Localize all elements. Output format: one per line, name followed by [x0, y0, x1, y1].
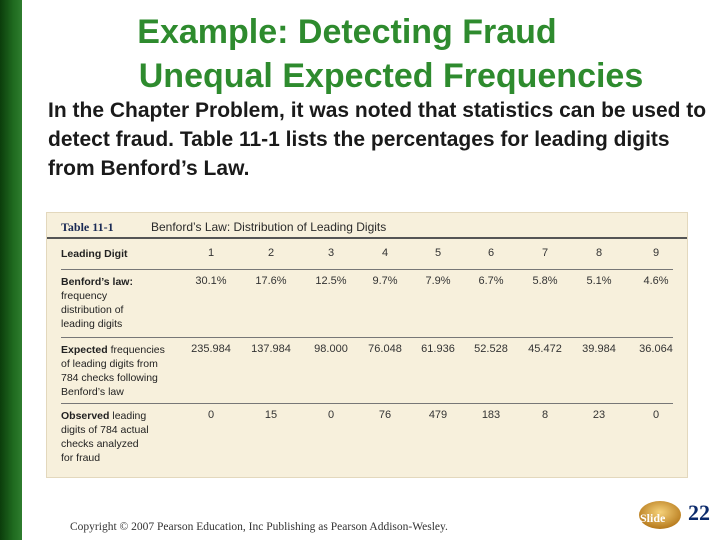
table-cell: 137.984: [251, 343, 291, 355]
slide-number: 22: [688, 500, 710, 525]
table-cell: 479: [428, 409, 448, 421]
table-cell: 183: [481, 409, 501, 421]
table-cell: 5.1%: [586, 275, 612, 287]
table-number: Table 11-1: [61, 220, 114, 234]
row-label-inline: leading: [109, 410, 147, 422]
row-label-line: checks analyzed: [61, 438, 139, 450]
slide-label: Slide: [640, 511, 666, 525]
table-cell: 0: [207, 409, 215, 421]
row-label-bold: Expected: [61, 344, 108, 356]
table-cell: 15: [264, 409, 278, 421]
title-line-1: Example: Detecting Fraud: [137, 13, 557, 51]
table-cell: 0: [652, 409, 660, 421]
row-label-line: of leading digits from: [61, 358, 158, 370]
row-label: [61, 343, 165, 399]
row-label-line: digits of 784 actual: [61, 424, 149, 436]
table-cell: 1: [207, 247, 215, 259]
row-label-line: for fraud: [61, 452, 101, 464]
table-cell: 4: [381, 247, 389, 259]
table-cell: 76.048: [368, 343, 402, 355]
slide-title: [22, 10, 720, 98]
table-cell: 5: [434, 247, 442, 259]
table-cell: 76: [378, 409, 392, 421]
table-cell: 12.5%: [315, 275, 347, 287]
row-label: [61, 275, 133, 331]
table-cell: 17.6%: [255, 275, 287, 287]
table-cell: 235.984: [191, 343, 231, 355]
table-cell: 3: [327, 247, 335, 259]
table-cell: 23: [592, 409, 606, 421]
copyright-footer: Copyright © 2007 Pearson Education, Inc Publishing as Pearson Addison-Wesley.: [70, 521, 448, 533]
table-cell: 2: [267, 247, 275, 259]
row-label-inline: frequencies: [107, 344, 165, 356]
intro-paragraph: In the Chapter Problem, it was noted that statistics can be used to detect fraud. Table 11-1 lists the percentages for leading digits from Benford’s Law.: [48, 99, 707, 180]
row-label: [61, 247, 128, 261]
benford-table: [46, 212, 688, 478]
row-label: [61, 409, 149, 465]
table-cell: 45.472: [528, 343, 562, 355]
decorative-sidebar: [0, 0, 22, 540]
table-cell: 9.7%: [372, 275, 398, 287]
table-cell: 8: [541, 409, 549, 421]
table-cell: 36.064: [639, 343, 673, 355]
table-cell: 39.984: [582, 343, 616, 355]
table-header: [47, 213, 687, 239]
row-label-line: distribution of: [61, 304, 124, 316]
row-separator: [61, 337, 673, 338]
table-cell: 5.8%: [532, 275, 558, 287]
table-cell: 6: [487, 247, 495, 259]
row-label-bold: Leading Digit: [61, 248, 128, 260]
title-line-2: Unequal Expected Frequencies: [138, 57, 644, 95]
row-separator: [61, 269, 673, 270]
row-separator: [61, 403, 673, 404]
table-cell: 61.936: [421, 343, 455, 355]
table-cell: 8: [595, 247, 603, 259]
table-cell: 7: [541, 247, 549, 259]
table-cell: 30.1%: [195, 275, 227, 287]
table-caption: Benford’s Law: Distribution of Leading Digits: [151, 220, 387, 234]
table-cell: 0: [327, 409, 335, 421]
row-label-line: 784 checks following: [61, 372, 158, 384]
table-cell: 6.7%: [478, 275, 504, 287]
table-cell: 9: [652, 247, 660, 259]
row-label-line: frequency: [61, 290, 108, 302]
table-cell: 98.000: [314, 343, 348, 355]
row-label-line: Benford’s law: [61, 386, 124, 398]
table-cell: 7.9%: [425, 275, 451, 287]
row-label-bold: Benford’s law:: [61, 276, 133, 288]
row-label-line: leading digits: [61, 318, 123, 330]
table-cell: 52.528: [474, 343, 508, 355]
row-label-bold: Observed: [61, 410, 110, 422]
table-cell: 4.6%: [643, 275, 669, 287]
